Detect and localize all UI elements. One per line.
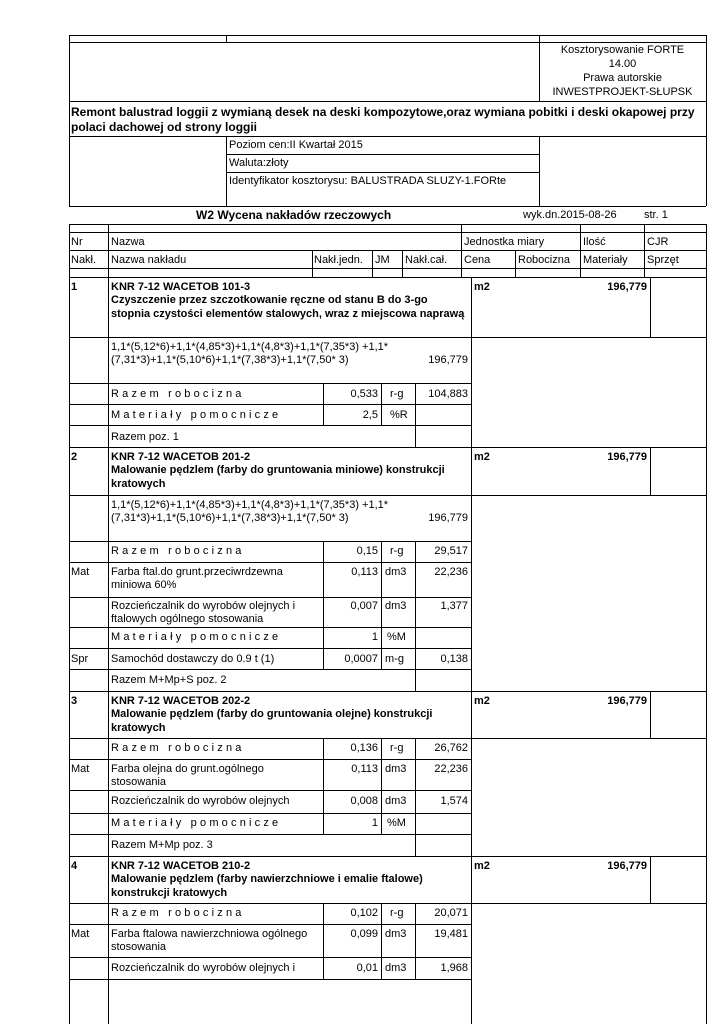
- resource-total: 20,071: [434, 907, 468, 919]
- resource-name: Materiały pomocnicze: [111, 409, 282, 421]
- position-number: 1: [71, 281, 78, 293]
- currency: Waluta:złoty: [229, 157, 289, 169]
- resource-type: Mat: [71, 566, 90, 578]
- position-unit: m2: [474, 281, 490, 293]
- position-quantity: 196,779: [607, 281, 647, 293]
- resource-jm: %M: [387, 817, 406, 829]
- col-jm: JM: [375, 254, 390, 266]
- position-number: 2: [71, 451, 78, 463]
- software-version: 14.00: [608, 58, 637, 70]
- resource-total: 1,968: [440, 962, 468, 974]
- resource-name: Farba ftalowa nawierzchniowa ogólnego stosowania: [111, 928, 308, 953]
- resource-jm: r-g: [390, 545, 404, 557]
- col-nazwa-nakladu: Nazwa nakładu: [111, 254, 187, 266]
- copyright-label: Prawa autorskie: [583, 72, 662, 84]
- col-cjr: CJR: [647, 236, 669, 248]
- position-code: KNR 7-12 WACETOB 201-2: [111, 451, 251, 463]
- resource-jm: r-g: [390, 742, 404, 754]
- position-code: KNR 7-12 WACETOB 210-2: [111, 860, 251, 872]
- resource-unit-qty: 0,01: [356, 962, 378, 974]
- resource-unit-qty: 0,136: [350, 742, 378, 754]
- col-sprzet: Sprzęt: [647, 254, 679, 266]
- position-description: Czyszczenie przez szczotkowanie ręczne od stanu B do 3-go stopnia czystości elementów stalowych, wraz z miejscowa naprawą: [111, 294, 465, 320]
- resource-name: Farba olejna do grunt.ogólnego stosowania: [111, 763, 264, 788]
- resource-jm: dm3: [385, 600, 407, 612]
- resource-name: Razem robocizna: [111, 545, 245, 557]
- resource-jm: dm3: [385, 928, 407, 940]
- col-nakl-jedn: Nakł.jedn.: [314, 254, 363, 266]
- col-jednostka: Jednostka miary: [464, 236, 545, 248]
- resource-type: Spr: [71, 653, 89, 665]
- resource-unit-qty: 0,007: [350, 600, 378, 612]
- software-name: Kosztorysowanie FORTE: [560, 44, 685, 56]
- position-quantity: 196,779: [607, 451, 647, 463]
- resource-name: Materiały pomocnicze: [111, 817, 282, 829]
- position-description: Malowanie pędzlem (farby do gruntowania olejne) konstrukcji kratowych: [111, 708, 433, 734]
- position-description: Malowanie pędzlem (farby nawierzchniowe i emalie ftalowe) konstrukcji kratowych: [111, 873, 423, 899]
- resource-total: 104,883: [428, 388, 468, 400]
- resource-jm: dm3: [385, 795, 407, 807]
- position-unit: m2: [474, 860, 490, 872]
- resource-unit-qty: 0,099: [350, 928, 378, 940]
- resource-name: Farba ftal.do grunt.przeciwrdzewna miniowa 60%: [111, 566, 283, 591]
- estimate-title: Remont balustrad loggii z wymianą desek na deski kompozytowe,oraz wymiana pobitki i deski okapowej przy polaci dachowej od strony loggii: [71, 105, 695, 134]
- resource-total: 22,236: [434, 566, 468, 578]
- resource-type: Mat: [71, 928, 90, 940]
- resource-jm: dm3: [385, 763, 407, 775]
- resource-unit-qty: 1: [371, 817, 378, 829]
- resource-jm: dm3: [385, 962, 407, 974]
- resource-jm: m-g: [385, 653, 404, 665]
- section-date: wyk.dn.2015-08-26: [523, 209, 617, 221]
- resource-jm: r-g: [390, 907, 404, 919]
- col-nakl: Nakł.: [71, 254, 97, 266]
- resource-name: Rozcieńczalnik do wyrobów olejnych i ftalowych ogólnego stosowania: [111, 600, 296, 625]
- resource-unit-qty: 0,15: [356, 545, 378, 557]
- position-summary: Razem poz. 1: [111, 431, 179, 443]
- position-quantity: 196,779: [607, 860, 647, 872]
- section-title: W2 Wycena nakładów rzeczowych: [196, 208, 392, 222]
- resource-total: 29,517: [434, 545, 468, 557]
- position-unit: m2: [474, 451, 490, 463]
- resource-unit-qty: 0,113: [351, 566, 378, 578]
- estimate-identifier: Identyfikator kosztorysu: BALUSTRADA SLUZY-1.FORte: [229, 175, 507, 187]
- resource-total: 1,574: [440, 795, 468, 807]
- col-robocizna: Robocizna: [518, 254, 570, 266]
- resource-total: 0,138: [440, 653, 468, 665]
- resource-unit-qty: 0,008: [350, 795, 378, 807]
- resource-unit-qty: 0,533: [350, 388, 378, 400]
- position-code: KNR 7-12 WACETOB 202-2: [111, 695, 251, 707]
- page-number: str. 1: [644, 209, 668, 221]
- resource-name: Samochód dostawczy do 0.9 t (1): [111, 653, 275, 665]
- price-level: Poziom cen:II Kwartał 2015: [229, 139, 363, 151]
- col-nr: Nr: [71, 236, 83, 248]
- col-nakl-cal: Nakł.cał.: [405, 254, 448, 266]
- resource-name: Rozcieńczalnik do wyrobów olejnych i: [111, 962, 296, 974]
- resource-jm: %M: [387, 631, 406, 643]
- col-cena: Cena: [464, 254, 491, 266]
- col-nazwa: Nazwa: [111, 236, 145, 248]
- resource-total: 26,762: [434, 742, 468, 754]
- resource-unit-qty: 0,113: [351, 763, 378, 775]
- resource-jm: %R: [390, 409, 408, 421]
- resource-total: 22,236: [434, 763, 468, 775]
- resource-name: Razem robocizna: [111, 907, 245, 919]
- software-info: [539, 43, 706, 99]
- resource-unit-qty: 1: [371, 631, 378, 643]
- position-number: 3: [71, 695, 78, 707]
- position-number: 4: [71, 860, 78, 872]
- position-unit: m2: [474, 695, 490, 707]
- resource-jm: r-g: [390, 388, 404, 400]
- resource-name: Razem robocizna: [111, 388, 245, 400]
- quantity-formula: 1,1*(5,12*6)+1,1*(4,85*3)+1,1*(4,8*3)+1,1*(7,35*3) +1,1*(7,31*3)+1,1*(5,10*6)+1,1*(7,38*3)+1,1*(7,50* 3): [111, 499, 389, 524]
- resource-type: Mat: [71, 763, 90, 775]
- col-ilosc: Ilość: [583, 236, 606, 248]
- resource-total: 1,377: [440, 600, 468, 612]
- resource-jm: dm3: [385, 566, 407, 578]
- col-materialy: Materiały: [583, 254, 628, 266]
- resource-unit-qty: 0,102: [350, 907, 378, 919]
- resource-total: 19,481: [434, 928, 468, 940]
- formula-value: 196,779: [428, 354, 468, 366]
- position-summary: Razem M+Mp poz. 3: [111, 839, 213, 851]
- quantity-formula: 1,1*(5,12*6)+1,1*(4,85*3)+1,1*(4,8*3)+1,1*(7,35*3) +1,1*(7,31*3)+1,1*(5,10*6)+1,1*(7,38*3)+1,1*(7,50* 3): [111, 341, 389, 366]
- resource-unit-qty: 0,0007: [344, 653, 378, 665]
- resource-name: Rozcieńczalnik do wyrobów olejnych: [111, 795, 290, 807]
- resource-name: Materiały pomocnicze: [111, 631, 282, 643]
- position-summary: Razem M+Mp+S poz. 2: [111, 674, 227, 686]
- position-code: KNR 7-12 WACETOB 101-3: [111, 281, 251, 293]
- resource-unit-qty: 2,5: [362, 409, 378, 421]
- company-name: INWESTPROJEKT-SŁUPSK: [552, 86, 693, 98]
- formula-value: 196,779: [428, 512, 468, 524]
- position-description: Malowanie pędzlem (farby do gruntowania miniowe) konstrukcji kratowych: [111, 464, 445, 490]
- position-quantity: 196,779: [607, 695, 647, 707]
- resource-name: Razem robocizna: [111, 742, 245, 754]
